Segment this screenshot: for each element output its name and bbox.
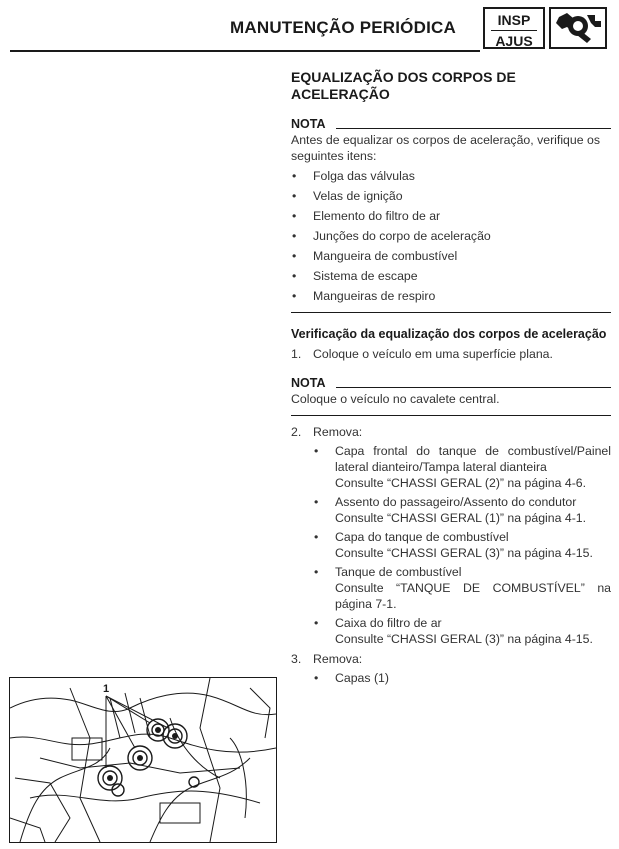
list-item: [291, 168, 611, 184]
bullet: •: [292, 209, 297, 223]
section-title-line1: EQUALIZAÇÃO DOS CORPOS DE: [291, 69, 516, 85]
bullet: •: [314, 495, 319, 509]
nota-heading-2: [291, 375, 611, 391]
list-item-text: Junções do corpo de aceleração: [313, 229, 491, 243]
badge-insp: INSP: [497, 12, 531, 28]
divider: [291, 312, 611, 313]
nota-rule-2: [336, 387, 612, 388]
step-1: [291, 346, 611, 362]
step-number: 2.: [291, 425, 302, 439]
page-header-title: MANUTENÇÃO PERIÓDICA: [230, 18, 456, 37]
nota-label-1: NOTA: [291, 117, 326, 131]
list-item-text: Elemento do filtro de ar: [313, 209, 441, 223]
nota-heading-1: [291, 116, 611, 132]
list-item-text: Sistema de escape: [313, 269, 418, 283]
bullet: •: [314, 444, 319, 458]
list-item-text: Caixa do filtro de ar: [335, 616, 442, 630]
list-item-text: Capa frontal do tanque de combustível/Painel lateral dianteiro/Tampa lateral dianteira: [335, 444, 611, 474]
step-text: Remova:: [313, 425, 363, 439]
bullet: •: [314, 671, 319, 685]
remove-list-2: [313, 443, 611, 647]
list-item: [313, 494, 611, 526]
bullet: •: [292, 269, 297, 283]
list-item: [291, 208, 611, 224]
step-text: Coloque o veículo em uma superfície plana.: [313, 347, 553, 361]
badge-divider: [491, 30, 537, 31]
list-item-text: Assento do passageiro/Assento do condutor: [335, 495, 577, 509]
divider: [291, 415, 611, 416]
step-text: Remova:: [313, 652, 363, 666]
bullet: •: [292, 249, 297, 263]
throttle-body-drawing: [10, 678, 276, 842]
list-item: [313, 443, 611, 491]
figure-callout-1: 1: [103, 683, 110, 695]
list-item-text: Folga das válvulas: [313, 169, 415, 183]
list-item: [291, 228, 611, 244]
step-number: 3.: [291, 652, 302, 666]
bullet: •: [292, 169, 297, 183]
list-item-text: Capa do tanque de combustível: [335, 530, 509, 544]
nota-label-2: NOTA: [291, 376, 326, 390]
bullet: •: [292, 189, 297, 203]
bullet: •: [314, 530, 319, 544]
list-item-ref: Consulte “TANQUE DE COMBUSTÍVEL” na página 7-1.: [335, 581, 611, 611]
bullet: •: [314, 565, 319, 579]
list-item-ref: Consulte “CHASSI GERAL (1)” na página 4-1.: [335, 511, 587, 525]
list-item-ref: Consulte “CHASSI GERAL (3)” na página 4-15.: [335, 632, 593, 646]
list-item-ref: Consulte “CHASSI GERAL (3)” na página 4-15.: [335, 546, 593, 560]
header-rule: [10, 50, 480, 52]
list-item: [291, 188, 611, 204]
bullet: •: [292, 229, 297, 243]
badge-ajus: AJUS: [495, 33, 533, 49]
list-item-text: Tanque de combustível: [335, 565, 462, 579]
main-content: [291, 69, 611, 686]
list-item: [291, 288, 611, 304]
list-item-text: Velas de ignição: [313, 189, 403, 203]
wrench-icon-graphic: [551, 9, 605, 47]
engine-illustration: [9, 677, 277, 843]
nota-intro: Antes de equalizar os corpos de aceleração, verifique os seguintes itens:: [291, 133, 600, 163]
list-item-text: Mangueira de combustível: [313, 249, 458, 263]
wrench-icon: [549, 7, 607, 49]
nota-text-2: Coloque o veículo no cavalete central.: [291, 392, 500, 406]
list-item: [313, 615, 611, 647]
section-badge: [483, 7, 545, 49]
section-title: [291, 69, 611, 103]
check-list: [291, 168, 611, 304]
step-number: 1.: [291, 347, 302, 361]
list-item: [313, 529, 611, 561]
list-item-text: Mangueiras de respiro: [313, 289, 436, 303]
nota-rule-1: [336, 128, 612, 129]
step-2: [291, 424, 611, 440]
step-3: [291, 651, 611, 667]
verification-heading: Verificação da equalização dos corpos de aceleração: [291, 327, 607, 341]
list-item: [313, 564, 611, 612]
bullet: •: [314, 616, 319, 630]
section-title-line2: ACELERAÇÃO: [291, 86, 390, 102]
list-item: [291, 268, 611, 284]
list-item-ref: Consulte “CHASSI GERAL (2)” na página 4-6.: [335, 476, 587, 490]
list-item: [291, 248, 611, 264]
list-item: [313, 670, 611, 686]
remove-list-3: [313, 670, 611, 686]
list-item-text: Capas (1): [335, 671, 389, 685]
bullet: •: [292, 289, 297, 303]
